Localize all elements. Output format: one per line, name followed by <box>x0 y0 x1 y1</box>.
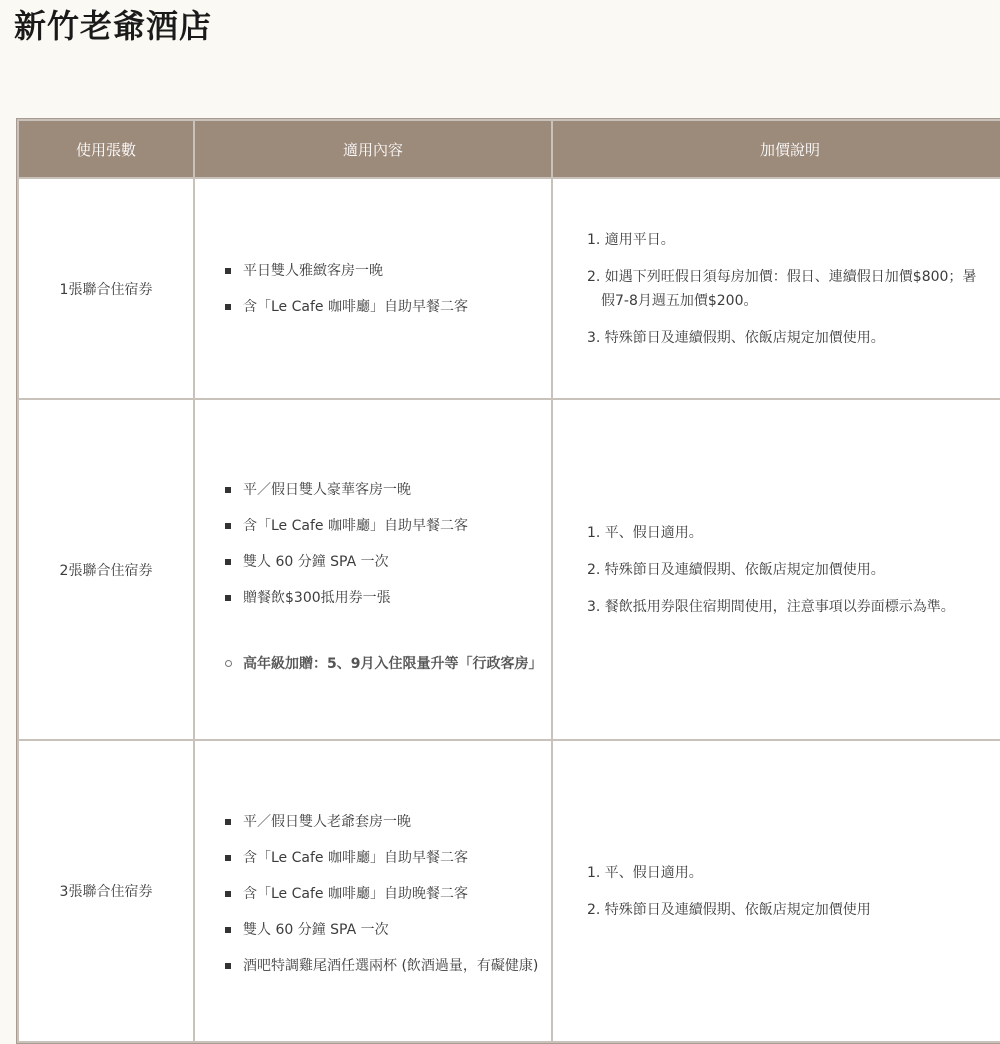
note-item: 1. 平、假日適用。 <box>587 864 703 881</box>
voucher-count-label: 2張聯合住宿券 <box>59 562 153 579</box>
list-item: 平日雙人雅緻客房一晚 <box>225 259 551 283</box>
voucher-count-cell <box>19 179 193 398</box>
note-item: 3. 餐飲抵用券限住宿期間使用，注意事項以券面標示為準。 <box>587 598 955 615</box>
list-item: 含「Le Cafe 咖啡廳」自助早餐二客 <box>225 514 551 538</box>
voucher-count-cell <box>19 741 193 1041</box>
list-item: 含「Le Cafe 咖啡廳」自助早餐二客 <box>225 846 551 870</box>
content-cell <box>195 741 551 1041</box>
list-item: 贈餐飲$300抵用券一張 <box>225 586 551 610</box>
voucher-count-label: 3張聯合住宿券 <box>59 884 153 900</box>
header-content: 適用內容 <box>195 121 551 177</box>
list-item: 雙人 60 分鐘 SPA 一次 <box>225 550 551 574</box>
notes-list <box>553 521 1000 619</box>
list-item: 含「Le Cafe 咖啡廳」自助早餐二客 <box>225 295 551 319</box>
notes-list <box>553 861 1000 922</box>
notes-cell <box>553 179 1000 398</box>
page-title: 新竹老爺酒店 <box>14 7 213 45</box>
header-notes: 加價說明 <box>553 121 1000 177</box>
list-item: 雙人 60 分鐘 SPA 一次 <box>225 918 551 942</box>
notes-cell <box>553 400 1000 739</box>
table-header-row <box>19 121 1000 177</box>
content-cell <box>195 400 551 739</box>
content-cell <box>195 179 551 398</box>
note-item: 1. 適用平日。 <box>587 231 675 248</box>
note-item: 2. 如遇下列旺假日須每房加價：假日、連續假日加價$800；暑假7-8月週五加價$200。 <box>587 268 977 309</box>
note-item: 1. 平、假日適用。 <box>587 524 703 541</box>
bonus-list <box>195 652 551 676</box>
list-item: 酒吧特調雞尾酒任選兩杯 (飲酒過量，有礙健康) <box>225 954 551 978</box>
voucher-table-container <box>16 118 1000 1044</box>
note-item: 2. 特殊節日及連續假期、依飯店規定加價使用 <box>587 901 871 918</box>
header-count: 使用張數 <box>19 121 193 177</box>
table-row <box>19 741 1000 1041</box>
content-list <box>195 478 551 610</box>
content-list <box>195 259 551 319</box>
note-item: 2. 特殊節日及連續假期、依飯店規定加價使用。 <box>587 561 885 578</box>
voucher-table <box>16 118 1000 1044</box>
list-item: 平／假日雙人老爺套房一晚 <box>225 810 551 834</box>
table-row <box>19 179 1000 398</box>
voucher-count-cell <box>19 400 193 739</box>
voucher-count-label: 1張聯合住宿券 <box>59 281 153 298</box>
bonus-item: 高年級加贈：5、9月入住限量升等「行政客房」 <box>225 652 551 676</box>
content-list <box>195 810 551 978</box>
table-row <box>19 400 1000 739</box>
notes-list <box>553 228 1000 350</box>
note-item: 3. 特殊節日及連續假期、依飯店規定加價使用。 <box>587 329 885 346</box>
list-item: 平／假日雙人豪華客房一晚 <box>225 478 551 502</box>
list-item: 含「Le Cafe 咖啡廳」自助晚餐二客 <box>225 882 551 906</box>
notes-cell <box>553 741 1000 1041</box>
